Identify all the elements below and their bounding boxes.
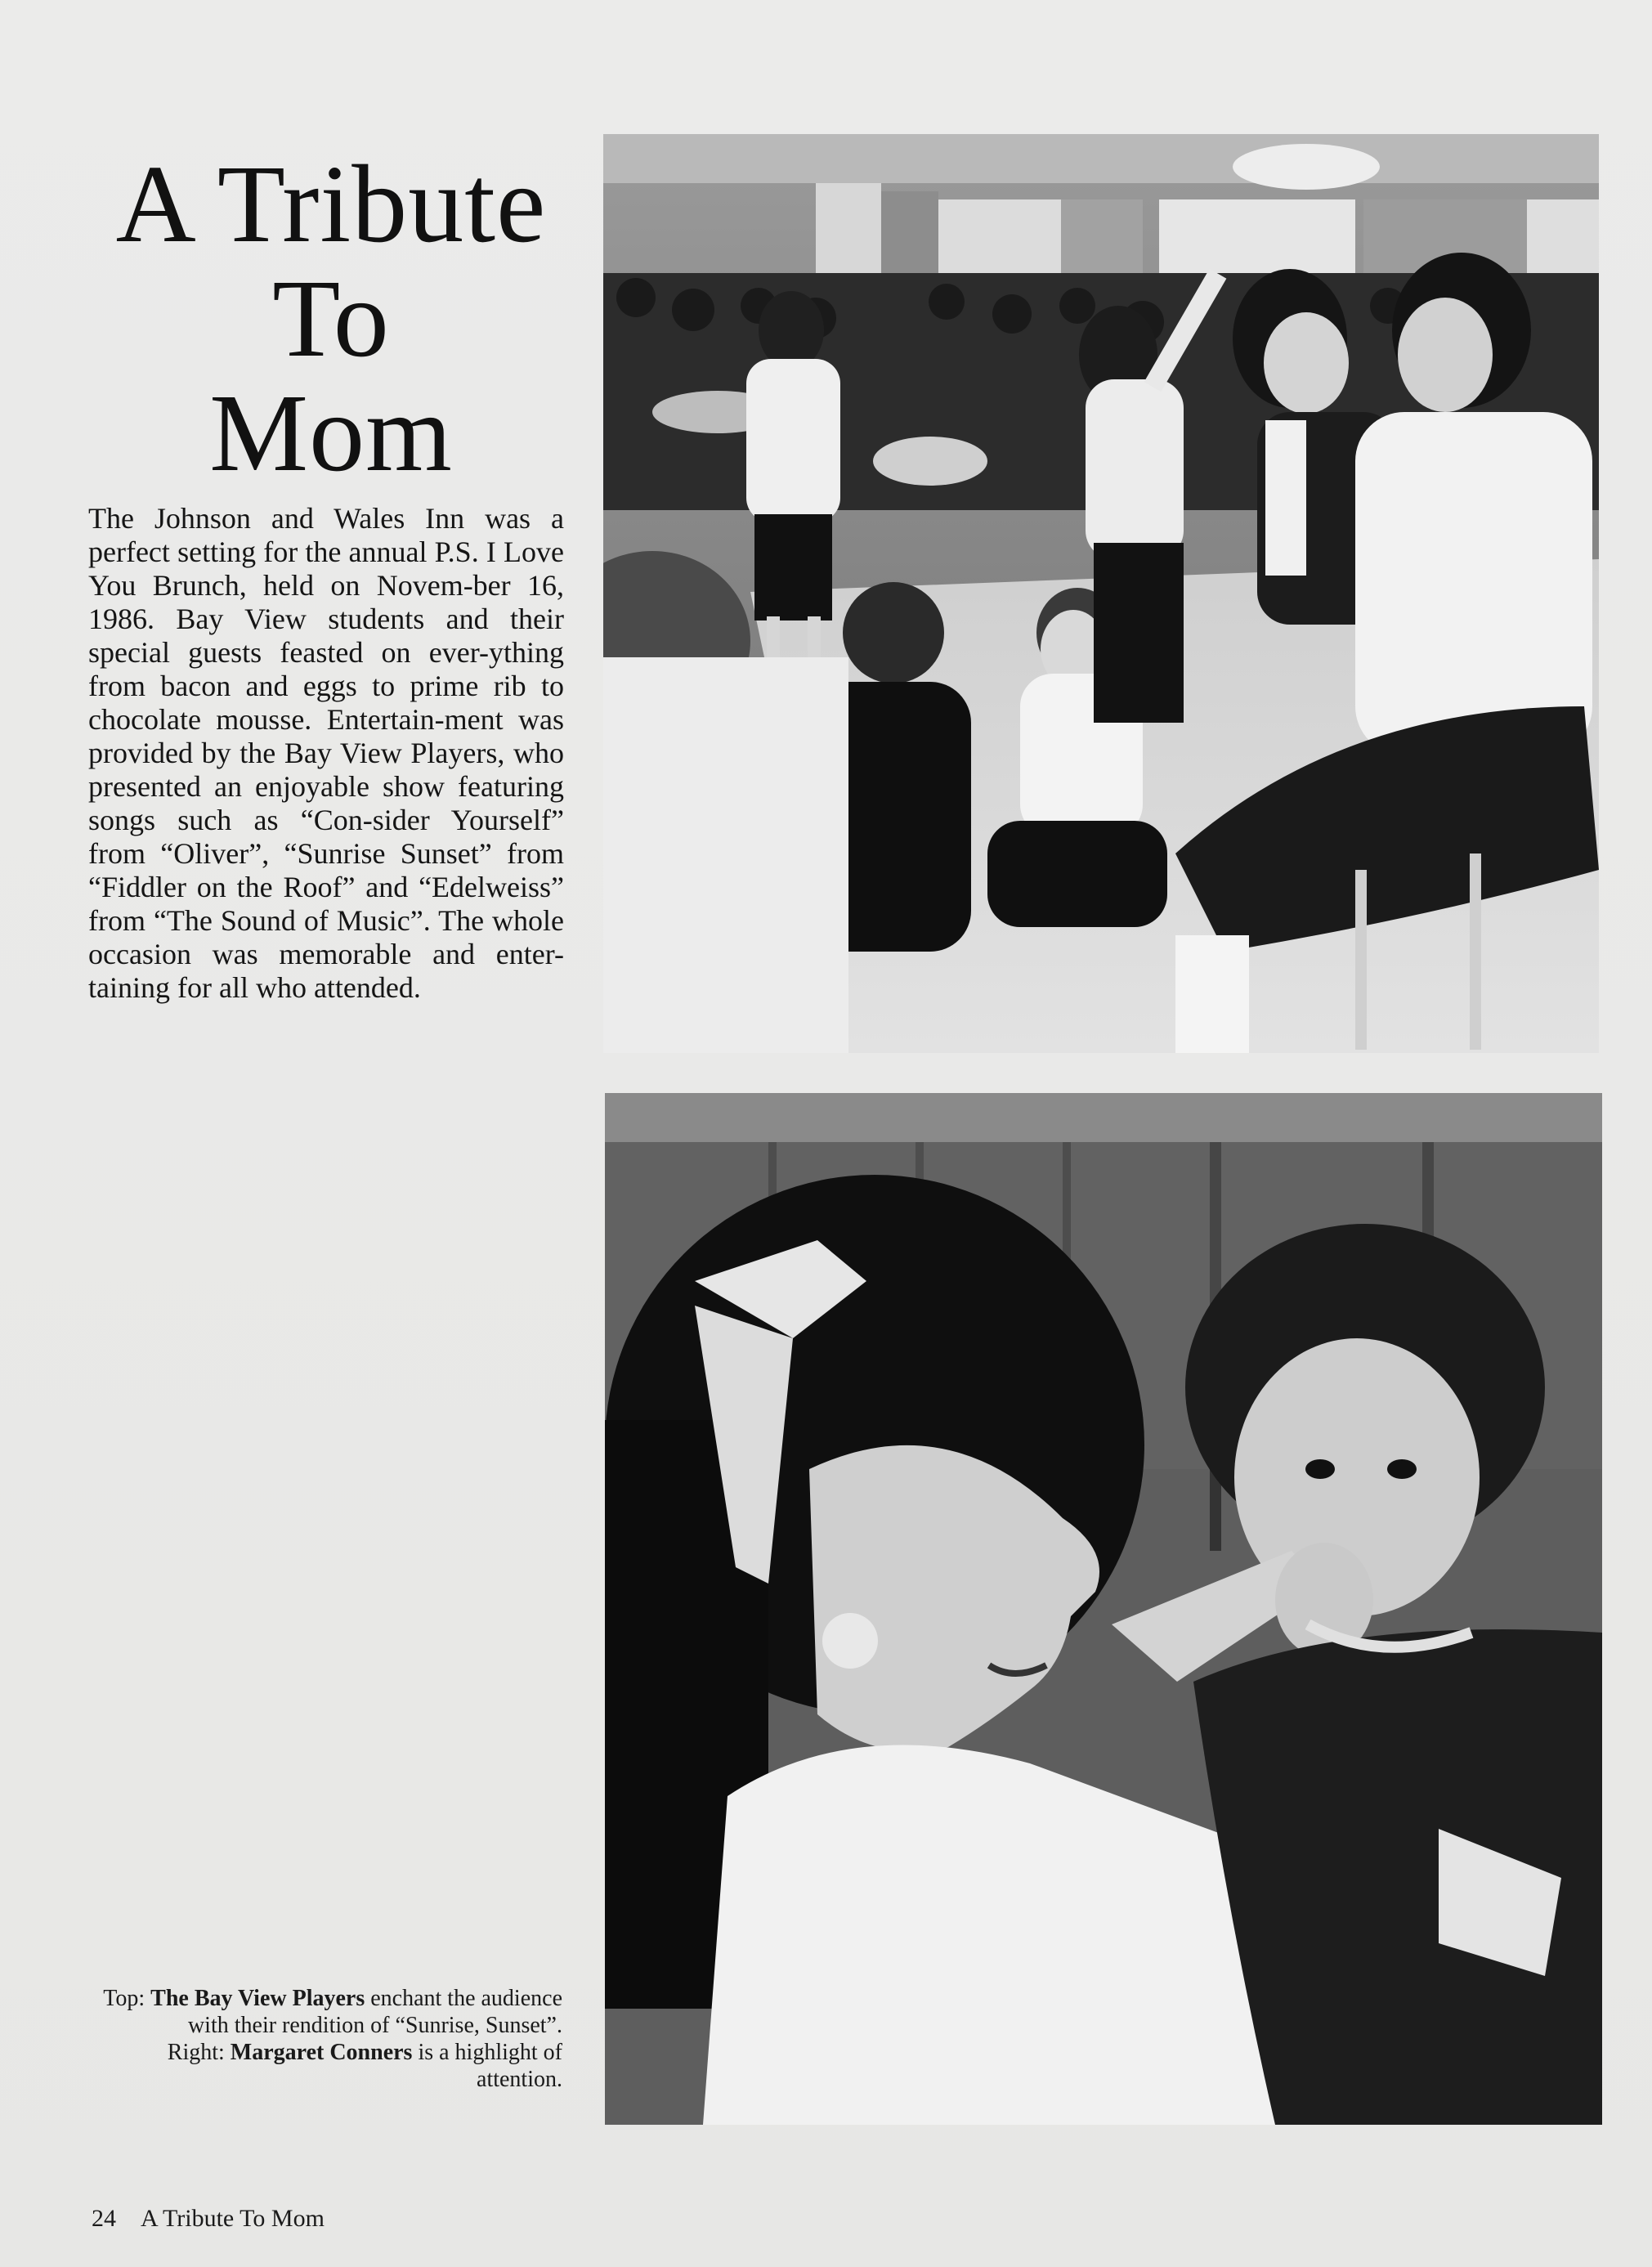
title-line-2: To [272,258,390,380]
caption-top-name: The Bay View Players [150,1986,365,2011]
caption-top [98,1985,562,2039]
caption-right-text: is a highlight of attention. [412,2040,562,2092]
photo-bottom-image [605,1093,1602,2125]
caption-right [98,2039,562,2093]
photo-top-image [603,134,1599,1053]
photo-bay-view-players [603,134,1599,1053]
footer-section-title: A Tribute To Mom [141,2205,325,2232]
article-body: The Johnson and Wales Inn was a perfect setting for the annual P.S. I Love You Brunch, held on Novem-ber 16, 1986. Bay View students and their special guests feasted on ever-ything from bacon and eggs to prime rib to chocolate mousse. Entertain-ment was provided by the Bay View Players, who presented an enjoyable show featuring songs such as “Con-sider Yourself” from “Oliver”, “Sunrise Sunset” from “Fiddler on the Roof” and “Edelweiss” from “The Sound of Music”. The whole occasion was memorable and enter-taining for all who attended. [88,502,564,1004]
caption-right-name: Margaret Conners [230,2040,413,2065]
page-number: 24 [92,2205,116,2232]
title-line-3: Mom [209,372,453,495]
caption-top-text: enchant the audience with their rendition of “Sunrise, Sunset”. [187,1986,562,2038]
caption-right-prefix: Right: [167,2040,231,2065]
title-line-1: A Tribute [115,143,547,266]
page-title [82,143,580,495]
photo-caption [98,1985,562,2093]
caption-top-prefix: Top: [103,1986,151,2011]
photo-margaret-conners [605,1093,1602,2125]
page-footer [92,2205,325,2233]
